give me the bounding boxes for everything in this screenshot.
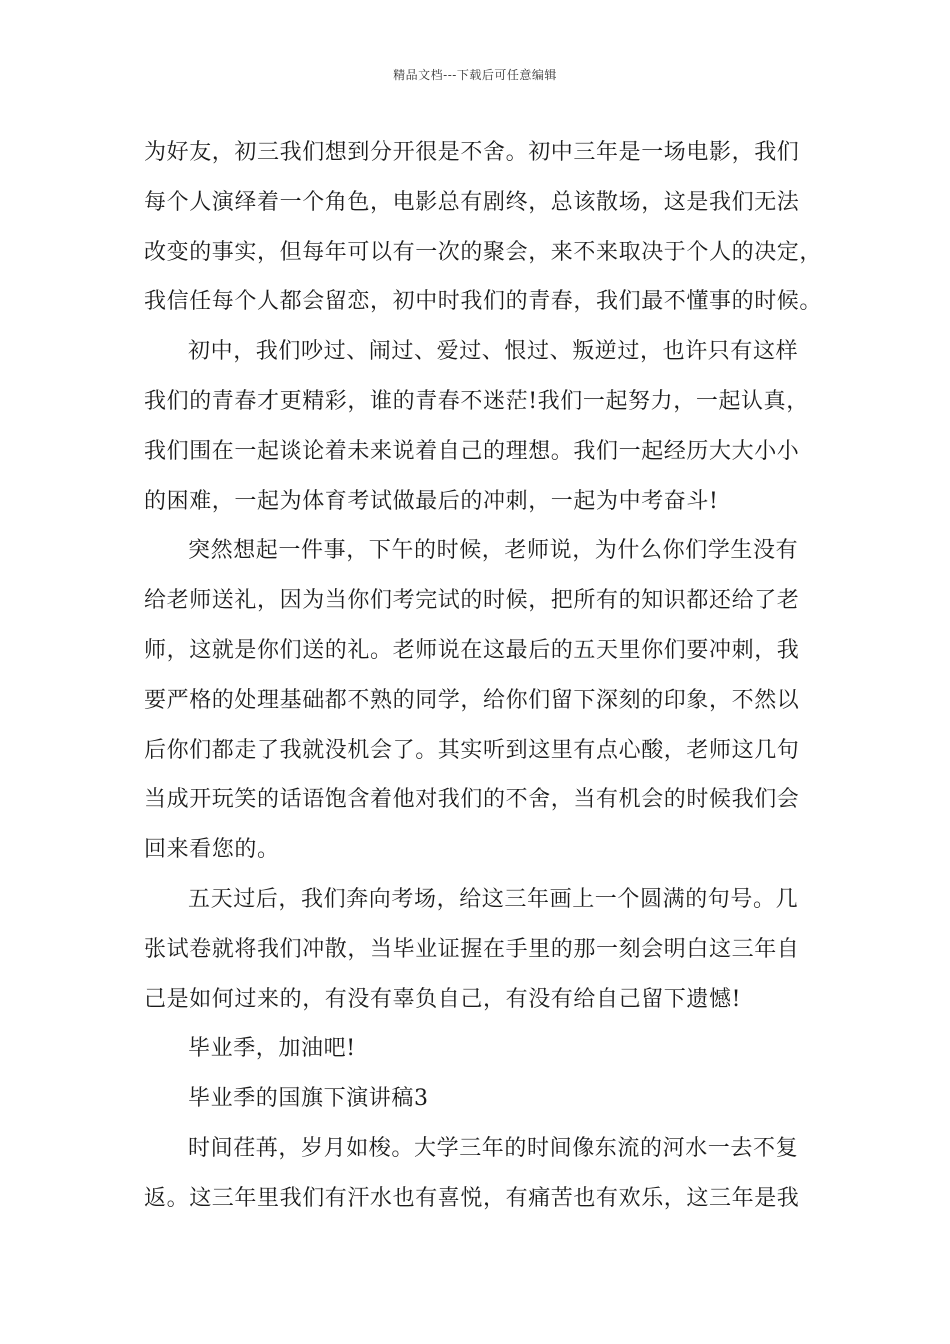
text-line: 每个人演绎着一个角色，电影总有剧终，总该散场，这是我们无法 — [144, 189, 800, 215]
text-line: 给老师送礼，因为当你们考完试的时候，把所有的知识都还给了老 — [144, 588, 800, 614]
text-line: 当成开玩笑的话语饱含着他对我们的不舍，当有机会的时候我们会 — [144, 787, 800, 813]
text-line: 后你们都走了我就没机会了。其实听到这里有点心酸，老师这几句 — [144, 737, 800, 763]
paragraph-start-line: 毕业季，加油吧! — [188, 1036, 356, 1062]
text-line: 的困难，一起为体育考试做最后的冲刺，一起为中考奋斗! — [144, 488, 719, 514]
text-line: 我信任每个人都会留恋，初中时我们的青春，我们最不懂事的时候。 — [144, 289, 823, 315]
text-line: 我们围在一起谈论着未来说着自己的理想。我们一起经历大大小小 — [144, 438, 800, 464]
text-line: 为好友，初三我们想到分开很是不舍。初中三年是一场电影，我们 — [144, 140, 800, 165]
page-header: 精品文档---下载后可任意编辑 — [393, 68, 557, 82]
text-line: 要严格的处理基础都不熟的同学，给你们留下深刻的印象，不然以 — [144, 687, 800, 713]
section-heading: 毕业季的国旗下演讲稿3 — [188, 1086, 429, 1112]
paragraph-start-line: 五天过后，我们奔向考场，给这三年画上一个圆满的句号。几 — [188, 886, 799, 912]
text-line: 己是如何过来的，有没有辜负自己，有没有给自己留下遗憾! — [144, 986, 742, 1012]
paragraph-start-line: 突然想起一件事，下午的时候，老师说，为什么你们学生没有 — [188, 538, 799, 564]
text-line: 回来看您的。 — [144, 837, 280, 863]
paragraph-start-line: 初中，我们吵过、闹过、爱过、恨过、叛逆过，也许只有这样 — [188, 339, 799, 365]
text-line: 改变的事实，但每年可以有一次的聚会，来不来取决于个人的决定， — [144, 239, 823, 265]
text-line: 返。这三年里我们有汗水也有喜悦，有痛苦也有欢乐，这三年是我 — [144, 1185, 800, 1211]
text-line: 张试卷就将我们冲散，当毕业证握在手里的那一刻会明白这三年自 — [144, 936, 800, 962]
paragraph-start-line: 时间荏苒，岁月如梭。大学三年的时间像东流的河水一去不复 — [188, 1135, 799, 1161]
body-text — [144, 128, 824, 1224]
text-line: 师，这就是你们送的礼。老师说在这最后的五天里你们要冲刺，我 — [144, 637, 800, 663]
text-line: 我们的青春才更精彩，谁的青春不迷茫!我们一起努力，一起认真， — [144, 388, 809, 414]
